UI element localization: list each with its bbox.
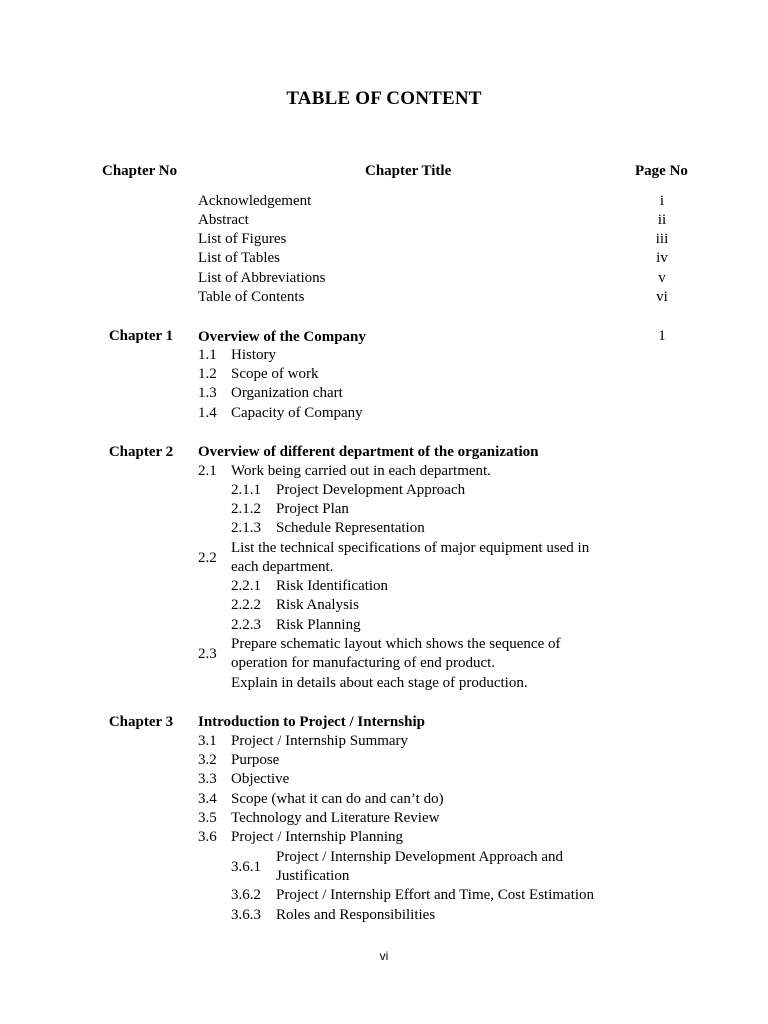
section-title: Scope of work (231, 366, 319, 382)
section-number: 3.3 (198, 771, 217, 787)
section-title-line2: each department. (231, 559, 334, 575)
section-number: 3.5 (198, 810, 217, 826)
chapter-1-page: 1 (658, 328, 666, 344)
chapter-1-title: Overview of the Company (198, 329, 366, 345)
header-chapter-title: Chapter Title (365, 163, 452, 179)
section-title: Technology and Literature Review (231, 810, 440, 826)
chapter-2-label: Chapter 2 (108, 444, 174, 460)
section-number: 1.4 (198, 405, 217, 421)
front-matter-title: List of Tables (198, 250, 280, 266)
front-matter-title: List of Figures (198, 231, 287, 247)
subsection-number: 3.6.3 (231, 907, 261, 923)
subsection-title-line1: Project / Internship Development Approach and (276, 849, 564, 865)
section-number: 3.4 (198, 791, 217, 807)
chapter-3-label: Chapter 3 (108, 714, 174, 730)
subsection-title: Risk Identification (276, 578, 389, 594)
subsection-number: 3.6.1 (231, 859, 261, 875)
subsection-title: Risk Analysis (276, 597, 359, 613)
front-matter-page: iv (656, 250, 668, 266)
subsection-number: 2.2.2 (231, 597, 261, 613)
subsection-title: Roles and Responsibilities (276, 907, 436, 923)
section-title: Purpose (231, 752, 280, 768)
section-title: Scope (what it can do and can’t do) (231, 791, 444, 807)
section-title-line2: operation for manufacturing of end product. (231, 655, 496, 671)
front-matter-title: Table of Contents (198, 289, 305, 305)
front-matter-page: v (658, 270, 666, 286)
front-matter-page: iii (655, 231, 669, 247)
front-matter-page: vi (656, 289, 668, 305)
section-title: Organization chart (231, 385, 343, 401)
subsection-title: Project Development Approach (276, 482, 466, 498)
header-chapter-no: Chapter No (102, 163, 178, 179)
subsection-title: Risk Planning (276, 617, 361, 633)
subsection-title: Schedule Representation (276, 520, 425, 536)
subsection-number: 2.1.3 (231, 520, 261, 536)
section-number: 3.6 (198, 829, 217, 845)
section-title: Project / Internship Planning (231, 829, 404, 845)
section-title: Objective (231, 771, 290, 787)
subsection-number: 3.6.2 (231, 887, 261, 903)
page-title: TABLE OF CONTENT (286, 88, 482, 109)
section-title: Capacity of Company (231, 405, 363, 421)
subsection-number: 2.2.1 (231, 578, 261, 594)
section-title-line1: Prepare schematic layout which shows the sequence of (231, 636, 561, 652)
front-matter-title: List of Abbreviations (198, 270, 326, 286)
chapter-3-title: Introduction to Project / Internship (198, 714, 425, 730)
subsection-number: 2.1.2 (231, 501, 261, 517)
section-number: 1.3 (198, 385, 217, 401)
section-note: Explain in details about each stage of production. (231, 675, 528, 691)
section-title: Project / Internship Summary (231, 733, 409, 749)
section-number: 2.1 (198, 463, 217, 479)
page-number-footer: vi (379, 949, 389, 963)
chapter-1-label: Chapter 1 (108, 328, 174, 344)
section-number: 2.3 (198, 646, 217, 662)
section-number: 1.1 (198, 347, 217, 363)
chapter-2-title: Overview of different department of the organization (198, 444, 539, 460)
subsection-number: 2.2.3 (231, 617, 261, 633)
subsection-number: 2.1.1 (231, 482, 261, 498)
front-matter-page: i (659, 193, 665, 209)
section-number: 3.1 (198, 733, 217, 749)
header-page-no: Page No (635, 163, 688, 179)
subsection-title-line2: Justification (276, 868, 350, 884)
section-title-line1: List the technical specifications of major equipment used in (231, 540, 590, 556)
section-number: 2.2 (198, 550, 217, 566)
front-matter-title: Acknowledgement (198, 193, 312, 209)
section-number: 3.2 (198, 752, 217, 768)
subsection-title: Project / Internship Effort and Time, Cost Estimation (276, 887, 595, 903)
front-matter-title: Abstract (198, 212, 249, 228)
section-title: Work being carried out in each department. (231, 463, 491, 479)
section-number: 1.2 (198, 366, 217, 382)
front-matter-page: ii (657, 212, 667, 228)
section-title: History (231, 347, 276, 363)
subsection-title: Project Plan (276, 501, 349, 517)
